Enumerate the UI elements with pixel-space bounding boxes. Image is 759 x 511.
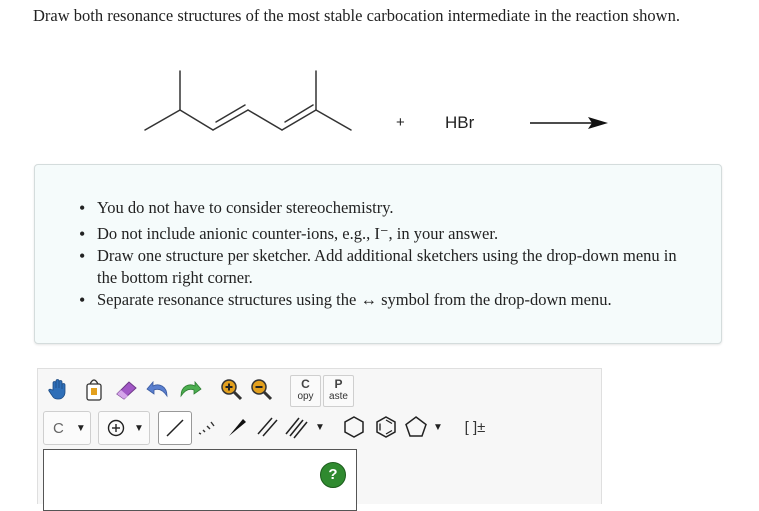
single-bond-icon	[163, 416, 187, 440]
eraser-icon[interactable]	[112, 375, 140, 403]
redo-icon[interactable]	[176, 375, 204, 403]
reagent-label: HBr	[445, 113, 475, 132]
plus-sign: +	[396, 114, 405, 131]
chevron-down-icon: ▼	[315, 421, 325, 433]
undo-icon[interactable]	[144, 375, 172, 403]
double-bond-icon[interactable]	[254, 413, 280, 441]
ring-select[interactable]	[404, 413, 448, 441]
help-icon[interactable]: ?	[320, 462, 346, 488]
triple-bond-select[interactable]	[284, 413, 328, 441]
dashed-bond-icon[interactable]	[194, 413, 220, 441]
benzene-ring-icon[interactable]	[372, 413, 400, 441]
instructions-list	[79, 197, 699, 311]
drawing-canvas[interactable]	[43, 449, 357, 511]
charge-select[interactable]	[98, 411, 150, 445]
wedge-bond-icon[interactable]	[224, 413, 250, 441]
paste-button[interactable]	[323, 375, 354, 407]
bracket-label: [ ]±	[464, 418, 486, 436]
move-hand-icon[interactable]	[46, 375, 72, 403]
chevron-down-icon: ▼	[134, 422, 144, 434]
instructions-box	[34, 164, 722, 344]
zoom-out-icon[interactable]	[248, 375, 274, 403]
single-bond-button[interactable]	[158, 411, 192, 445]
paste-button-label: aste	[329, 391, 348, 402]
instruction-item: • Separate resonance structures using the ↔ symbol from the drop-down menu.	[79, 289, 699, 311]
chevron-down-icon: ▼	[75, 422, 86, 434]
atom-select[interactable]	[43, 411, 91, 445]
zoom-in-icon[interactable]	[218, 375, 244, 403]
atom-select-label: C	[53, 419, 64, 437]
reaction-arrow-icon	[530, 114, 610, 134]
structure-sketcher	[37, 368, 602, 504]
copy-button-label: opy	[297, 391, 314, 402]
instruction-item: • Do not include anionic counter-ions, e.g., I⁻, in your answer.	[79, 223, 699, 245]
cyclopentane-ring-icon	[404, 415, 428, 439]
copy-button-letter: C	[301, 377, 310, 391]
paste-button-letter: P	[334, 377, 343, 391]
cyclohexane-ring-icon[interactable]	[340, 413, 368, 441]
charge-plus-icon	[107, 419, 125, 437]
triple-bond-icon	[284, 415, 310, 439]
instruction-item: • Draw one structure per sketcher. Add additional sketchers using the drop-down menu in the bottom right corner.	[79, 245, 699, 289]
instruction-item: • You do not have to consider stereochemistry.	[79, 197, 699, 219]
copy-button[interactable]	[290, 375, 321, 407]
bracket-icon[interactable]	[458, 413, 492, 441]
chevron-down-icon: ▼	[433, 421, 443, 433]
reactant-structure	[0, 60, 759, 150]
erase-icon[interactable]	[82, 375, 106, 403]
question-text: Draw both resonance structures of the most stable carbocation intermediate in the reaction shown.	[33, 6, 680, 25]
